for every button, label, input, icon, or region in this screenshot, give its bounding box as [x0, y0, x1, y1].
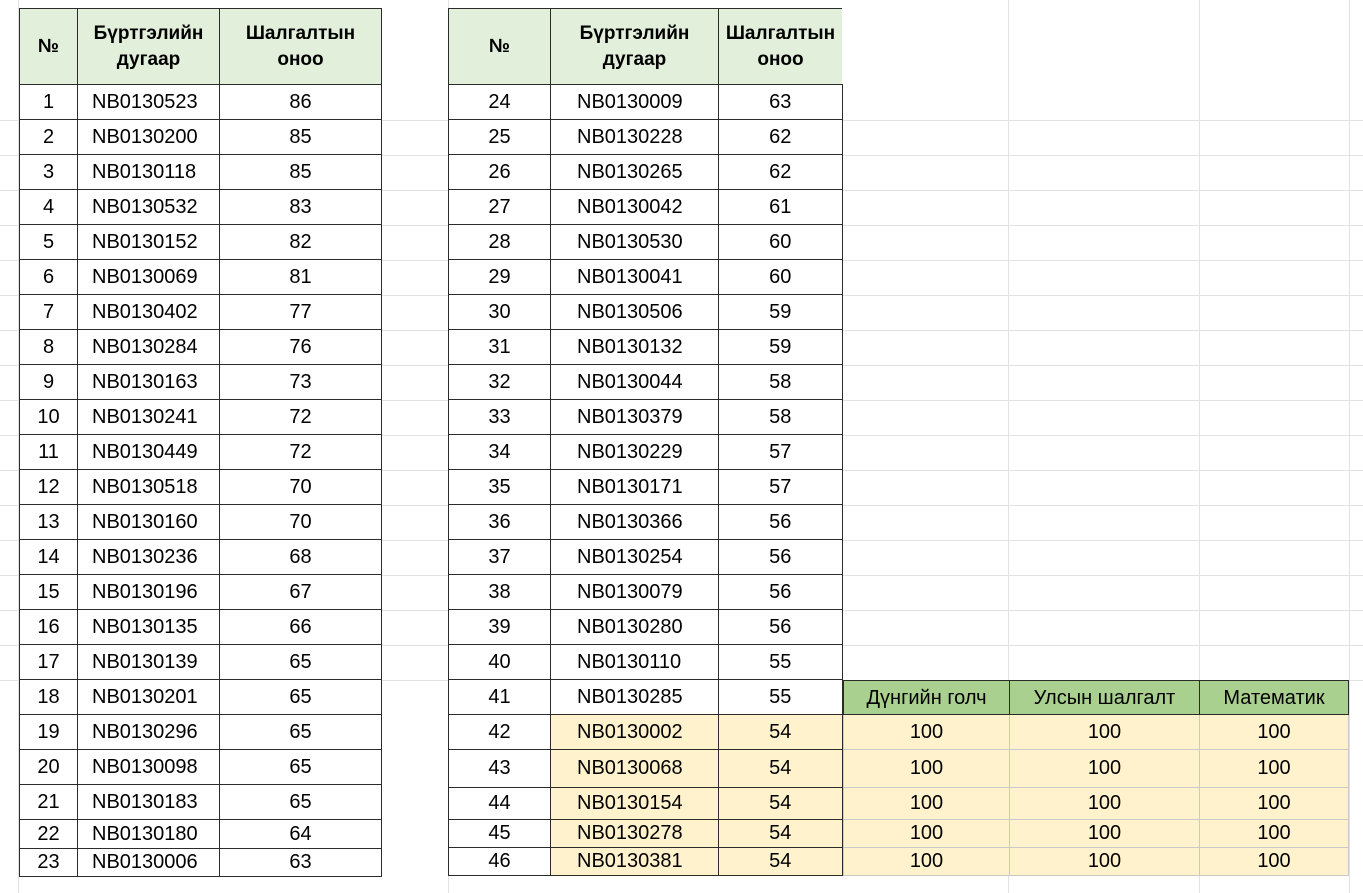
score-cell[interactable]: 60 — [719, 260, 843, 295]
registration-cell[interactable]: NB0130530 — [551, 225, 719, 260]
table-row — [449, 260, 843, 295]
row-number-cell[interactable]: 14 — [20, 540, 78, 575]
math-cell[interactable]: 100 — [1200, 750, 1349, 788]
table-row — [449, 820, 843, 848]
table-row — [844, 848, 1349, 876]
table-row — [449, 330, 843, 365]
registration-cell[interactable]: NB0130506 — [551, 295, 719, 330]
registration-cell[interactable]: NB0130154 — [551, 788, 719, 820]
table-row — [449, 400, 843, 435]
table-row — [20, 750, 382, 785]
registration-cell[interactable]: NB0130265 — [551, 155, 719, 190]
score-cell[interactable]: 56 — [719, 505, 843, 540]
registration-cell[interactable]: NB0130152 — [78, 225, 220, 260]
registration-cell[interactable]: NB0130229 — [551, 435, 719, 470]
score-cell[interactable]: 58 — [719, 365, 843, 400]
table-row — [20, 470, 382, 505]
score-cell[interactable]: 63 — [220, 849, 382, 877]
table-row — [449, 610, 843, 645]
registration-cell[interactable]: NB0130381 — [551, 848, 719, 876]
score-cell[interactable]: 57 — [719, 470, 843, 505]
row-number-cell[interactable]: 28 — [449, 225, 551, 260]
gpa-cell[interactable]: 100 — [844, 848, 1010, 876]
national-exam-cell[interactable]: 100 — [1010, 848, 1200, 876]
registration-cell[interactable]: NB0130296 — [78, 715, 220, 750]
row-number-cell[interactable]: 43 — [449, 750, 551, 788]
header-registration[interactable]: Бүртгэлийн дугаар — [78, 9, 220, 85]
row-number-cell[interactable]: 13 — [20, 505, 78, 540]
registration-cell[interactable]: NB0130285 — [551, 680, 719, 715]
score-cell[interactable]: 65 — [220, 715, 382, 750]
registration-cell[interactable]: NB0130098 — [78, 750, 220, 785]
registration-cell[interactable]: NB0130449 — [78, 435, 220, 470]
registration-cell[interactable]: NB0130402 — [78, 295, 220, 330]
registration-cell[interactable]: NB0130228 — [551, 120, 719, 155]
row-number-cell[interactable]: 7 — [20, 295, 78, 330]
score-cell[interactable]: 85 — [220, 155, 382, 190]
registration-cell[interactable]: NB0130183 — [78, 785, 220, 820]
table-row — [20, 849, 382, 877]
row-number-cell[interactable]: 38 — [449, 575, 551, 610]
row-number-cell[interactable]: 39 — [449, 610, 551, 645]
row-number-cell[interactable]: 41 — [449, 680, 551, 715]
row-number-cell[interactable]: 1 — [20, 85, 78, 120]
header-number[interactable]: № — [20, 9, 78, 85]
row-number-cell[interactable]: 8 — [20, 330, 78, 365]
row-number-cell[interactable]: 32 — [449, 365, 551, 400]
registration-cell[interactable]: NB0130132 — [551, 330, 719, 365]
national-exam-cell[interactable]: 100 — [1010, 820, 1200, 848]
registration-cell[interactable]: NB0130254 — [551, 540, 719, 575]
registration-cell[interactable]: NB0130284 — [78, 330, 220, 365]
row-number-cell[interactable]: 37 — [449, 540, 551, 575]
registration-cell[interactable]: NB0130041 — [551, 260, 719, 295]
registration-cell[interactable]: NB0130135 — [78, 610, 220, 645]
table-body-right — [449, 85, 843, 876]
results-table-right — [448, 8, 843, 876]
national-exam-cell[interactable]: 100 — [1010, 750, 1200, 788]
score-cell[interactable]: 61 — [719, 190, 843, 225]
table-row — [449, 225, 843, 260]
row-number-cell[interactable]: 5 — [20, 225, 78, 260]
table-row — [449, 85, 843, 120]
table-row — [20, 575, 382, 610]
table-row — [449, 190, 843, 225]
table-row — [449, 470, 843, 505]
score-cell[interactable]: 65 — [220, 645, 382, 680]
registration-cell[interactable]: NB0130523 — [78, 85, 220, 120]
table-row — [20, 260, 382, 295]
math-cell[interactable]: 100 — [1200, 820, 1349, 848]
gpa-cell[interactable]: 100 — [844, 820, 1010, 848]
registration-cell[interactable]: NB0130278 — [551, 820, 719, 848]
registration-cell[interactable]: NB0130069 — [78, 260, 220, 295]
registration-cell[interactable]: NB0130160 — [78, 505, 220, 540]
registration-cell[interactable]: NB0130002 — [551, 715, 719, 750]
registration-cell[interactable]: NB0130518 — [78, 470, 220, 505]
score-cell[interactable]: 82 — [220, 225, 382, 260]
table-row — [449, 715, 843, 750]
registration-cell[interactable]: NB0130042 — [551, 190, 719, 225]
row-number-cell[interactable]: 30 — [449, 295, 551, 330]
header-score[interactable]: Шалгалтын оноо — [220, 9, 382, 85]
gpa-cell[interactable]: 100 — [844, 788, 1010, 820]
row-number-cell[interactable]: 9 — [20, 365, 78, 400]
row-number-cell[interactable]: 26 — [449, 155, 551, 190]
table-row — [20, 120, 382, 155]
row-number-cell[interactable]: 22 — [20, 820, 78, 849]
table-row — [449, 575, 843, 610]
header-gpa[interactable]: Дүнгийн голч — [844, 681, 1010, 715]
registration-cell[interactable]: NB0130241 — [78, 400, 220, 435]
registration-cell[interactable]: NB0130200 — [78, 120, 220, 155]
row-number-cell[interactable]: 25 — [449, 120, 551, 155]
table-row — [20, 645, 382, 680]
row-number-cell[interactable]: 36 — [449, 505, 551, 540]
table-row — [20, 155, 382, 190]
score-cell[interactable]: 54 — [719, 715, 843, 750]
score-cell[interactable]: 55 — [719, 680, 843, 715]
score-cell[interactable]: 56 — [719, 610, 843, 645]
table-row — [20, 190, 382, 225]
row-number-cell[interactable]: 33 — [449, 400, 551, 435]
row-number-cell[interactable]: 46 — [449, 848, 551, 876]
row-number-cell[interactable]: 31 — [449, 330, 551, 365]
math-cell[interactable]: 100 — [1200, 788, 1349, 820]
table-header-row — [449, 9, 843, 85]
score-cell[interactable]: 54 — [719, 788, 843, 820]
table-body-left — [20, 85, 382, 877]
table-row — [449, 365, 843, 400]
score-cell[interactable]: 70 — [220, 470, 382, 505]
header-national-exam[interactable]: Улсын шалгалт — [1010, 681, 1200, 715]
registration-cell[interactable]: NB0130366 — [551, 505, 719, 540]
score-cell[interactable]: 65 — [220, 680, 382, 715]
table-row — [449, 155, 843, 190]
registration-cell[interactable]: NB0130009 — [551, 85, 719, 120]
score-cell[interactable]: 65 — [220, 750, 382, 785]
score-cell[interactable]: 62 — [719, 155, 843, 190]
row-number-cell[interactable]: 44 — [449, 788, 551, 820]
score-cell[interactable]: 56 — [719, 540, 843, 575]
table-row — [449, 540, 843, 575]
row-number-cell[interactable]: 3 — [20, 155, 78, 190]
gpa-cell[interactable]: 100 — [844, 715, 1010, 750]
registration-cell[interactable]: NB0130379 — [551, 400, 719, 435]
row-number-cell[interactable]: 23 — [20, 849, 78, 877]
table-row — [20, 225, 382, 260]
row-number-cell[interactable]: 21 — [20, 785, 78, 820]
score-cell[interactable]: 54 — [719, 750, 843, 788]
subject-header-row — [844, 681, 1349, 715]
table-row — [449, 435, 843, 470]
score-cell[interactable]: 54 — [719, 820, 843, 848]
score-cell[interactable]: 73 — [220, 365, 382, 400]
row-number-cell[interactable]: 24 — [449, 85, 551, 120]
registration-cell[interactable]: NB0130079 — [551, 575, 719, 610]
header-math[interactable]: Математик — [1200, 681, 1349, 715]
score-cell[interactable]: 56 — [719, 575, 843, 610]
registration-cell[interactable]: NB0130532 — [78, 190, 220, 225]
row-number-cell[interactable]: 19 — [20, 715, 78, 750]
table-row — [20, 785, 382, 820]
score-cell[interactable]: 70 — [220, 505, 382, 540]
registration-cell[interactable]: NB0130068 — [551, 750, 719, 788]
row-number-cell[interactable]: 12 — [20, 470, 78, 505]
table-row — [20, 540, 382, 575]
table-row — [449, 645, 843, 680]
row-number-cell[interactable]: 15 — [20, 575, 78, 610]
score-cell[interactable]: 66 — [220, 610, 382, 645]
score-cell[interactable]: 76 — [220, 330, 382, 365]
score-cell[interactable]: 83 — [220, 190, 382, 225]
table-row — [20, 435, 382, 470]
row-number-cell[interactable]: 6 — [20, 260, 78, 295]
score-cell[interactable]: 58 — [719, 400, 843, 435]
row-number-cell[interactable]: 4 — [20, 190, 78, 225]
header-score[interactable]: Шалгалтын оноо — [719, 9, 843, 85]
table-row — [20, 715, 382, 750]
table-row — [844, 750, 1349, 788]
table-row — [449, 295, 843, 330]
row-number-cell[interactable]: 17 — [20, 645, 78, 680]
score-cell[interactable]: 81 — [220, 260, 382, 295]
score-cell[interactable]: 55 — [719, 645, 843, 680]
registration-cell[interactable]: NB0130196 — [78, 575, 220, 610]
table-row — [20, 610, 382, 645]
table-row — [449, 848, 843, 876]
score-cell[interactable]: 68 — [220, 540, 382, 575]
registration-cell[interactable]: NB0130118 — [78, 155, 220, 190]
score-cell[interactable]: 64 — [220, 820, 382, 849]
registration-cell[interactable]: NB0130280 — [551, 610, 719, 645]
registration-cell[interactable]: NB0130044 — [551, 365, 719, 400]
math-cell[interactable]: 100 — [1200, 715, 1349, 750]
table-row — [20, 330, 382, 365]
row-number-cell[interactable]: 27 — [449, 190, 551, 225]
score-cell[interactable]: 67 — [220, 575, 382, 610]
table-row — [449, 750, 843, 788]
row-number-cell[interactable]: 2 — [20, 120, 78, 155]
header-registration[interactable]: Бүртгэлийн дугаар — [551, 9, 719, 85]
row-number-cell[interactable]: 29 — [449, 260, 551, 295]
score-cell[interactable]: 59 — [719, 330, 843, 365]
table-row — [20, 680, 382, 715]
subject-scores-body — [844, 715, 1349, 876]
header-number[interactable]: № — [449, 9, 551, 85]
score-cell[interactable]: 85 — [220, 120, 382, 155]
table-row — [20, 295, 382, 330]
national-exam-cell[interactable]: 100 — [1010, 715, 1200, 750]
results-table-left — [19, 8, 382, 877]
row-number-cell[interactable]: 11 — [20, 435, 78, 470]
registration-cell[interactable]: NB0130236 — [78, 540, 220, 575]
registration-cell[interactable]: NB0130180 — [78, 820, 220, 849]
row-number-cell[interactable]: 18 — [20, 680, 78, 715]
score-cell[interactable]: 72 — [220, 435, 382, 470]
row-number-cell[interactable]: 35 — [449, 470, 551, 505]
table-row — [20, 820, 382, 849]
math-cell[interactable]: 100 — [1200, 848, 1349, 876]
row-number-cell[interactable]: 16 — [20, 610, 78, 645]
gpa-cell[interactable]: 100 — [844, 750, 1010, 788]
table-row — [20, 365, 382, 400]
row-number-cell[interactable]: 20 — [20, 750, 78, 785]
table-header-row — [20, 9, 382, 85]
table-row — [20, 505, 382, 540]
score-cell[interactable]: 86 — [220, 85, 382, 120]
score-cell[interactable]: 63 — [719, 85, 843, 120]
score-cell[interactable]: 72 — [220, 400, 382, 435]
national-exam-cell[interactable]: 100 — [1010, 788, 1200, 820]
table-row — [449, 120, 843, 155]
table-row — [20, 400, 382, 435]
row-number-cell[interactable]: 10 — [20, 400, 78, 435]
score-cell[interactable]: 54 — [719, 848, 843, 876]
table-row — [844, 820, 1349, 848]
subject-scores-table — [843, 680, 1349, 876]
row-number-cell[interactable]: 34 — [449, 435, 551, 470]
table-row — [844, 715, 1349, 750]
registration-cell[interactable]: NB0130201 — [78, 680, 220, 715]
score-cell[interactable]: 60 — [719, 225, 843, 260]
row-number-cell[interactable]: 45 — [449, 820, 551, 848]
row-number-cell[interactable]: 42 — [449, 715, 551, 750]
table-row — [449, 505, 843, 540]
score-cell[interactable]: 77 — [220, 295, 382, 330]
table-row — [844, 788, 1349, 820]
table-row — [449, 788, 843, 820]
score-cell[interactable]: 57 — [719, 435, 843, 470]
score-cell[interactable]: 65 — [220, 785, 382, 820]
row-number-cell[interactable]: 40 — [449, 645, 551, 680]
score-cell[interactable]: 59 — [719, 295, 843, 330]
score-cell[interactable]: 62 — [719, 120, 843, 155]
registration-cell[interactable]: NB0130139 — [78, 645, 220, 680]
registration-cell[interactable]: NB0130171 — [551, 470, 719, 505]
registration-cell[interactable]: NB0130006 — [78, 849, 220, 877]
table-row — [20, 85, 382, 120]
registration-cell[interactable]: NB0130163 — [78, 365, 220, 400]
registration-cell[interactable]: NB0130110 — [551, 645, 719, 680]
table-row — [449, 680, 843, 715]
